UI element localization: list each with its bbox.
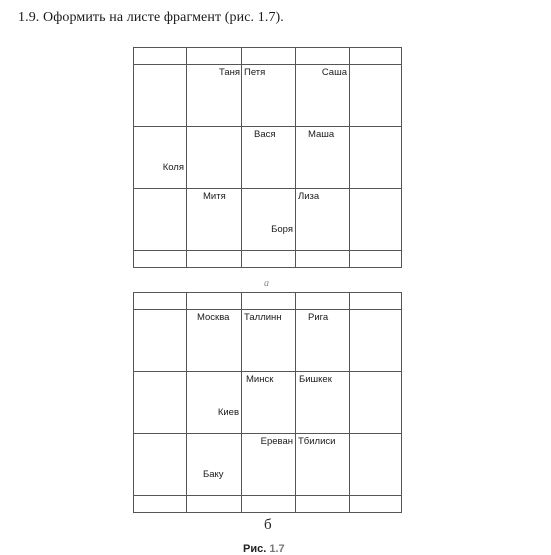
cell-minsk: Минск <box>246 374 274 385</box>
cell-vasya: Вася <box>254 129 276 140</box>
cell-tbilisi: Тбилиси <box>298 436 336 447</box>
cell-masha: Маша <box>308 129 335 140</box>
cell-kiev: Киев <box>217 407 239 418</box>
cell-erevan: Ереван <box>260 436 293 447</box>
cell-bishkek: Бишкек <box>299 374 332 385</box>
figure-caption <box>243 543 285 555</box>
cell-kolya: Коля <box>162 162 184 173</box>
cell-tanya: Таня <box>218 67 240 78</box>
cell-borya: Боря <box>271 224 293 235</box>
cell-sasha: Саша <box>321 67 347 78</box>
cell-baku: Баку <box>203 469 224 480</box>
task-text: 1.9. Оформить на листе фрагмент (рис. 1.7). <box>18 10 284 25</box>
table-a <box>133 47 402 268</box>
caption-a: а <box>264 278 269 289</box>
caption-b: б <box>264 517 272 533</box>
cell-tallinn: Таллинн <box>244 312 282 323</box>
cell-petya: Петя <box>244 67 266 78</box>
cell-mitya: Митя <box>203 191 226 202</box>
figure-label: Рис. <box>243 543 267 555</box>
table-b <box>133 292 402 513</box>
cell-riga: Рига <box>308 312 329 323</box>
cell-moskva: Москва <box>197 312 230 323</box>
figure-number: 1.7 <box>269 543 285 555</box>
cell-liza: Лиза <box>298 191 320 202</box>
